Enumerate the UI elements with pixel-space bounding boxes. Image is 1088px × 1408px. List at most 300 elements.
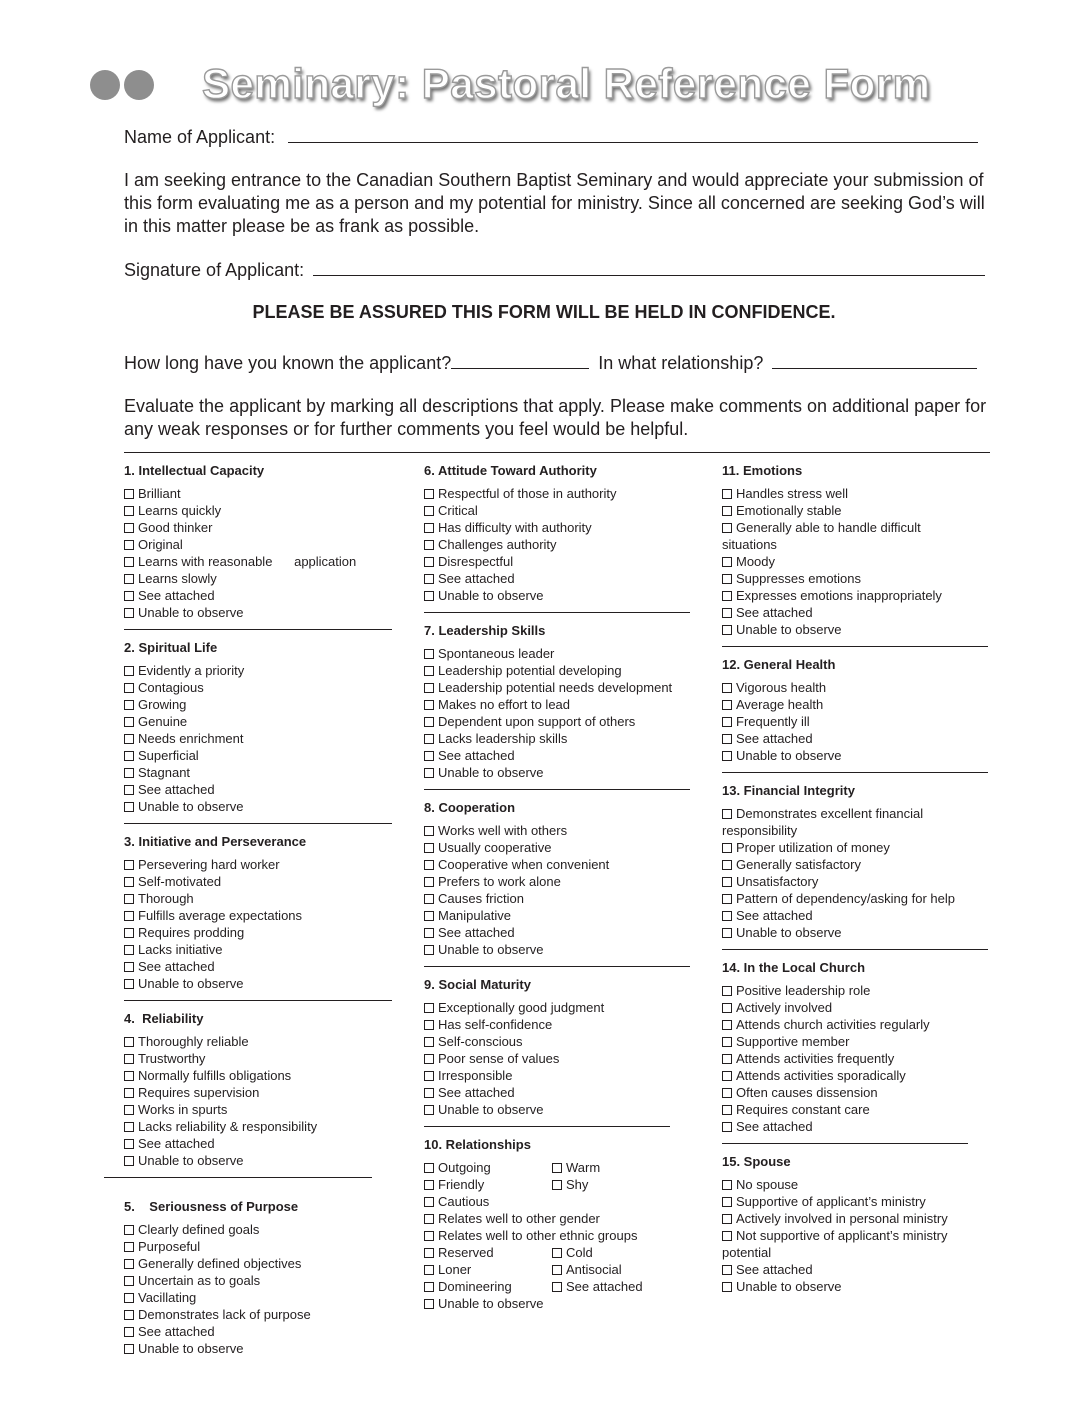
- section-divider: [722, 772, 988, 773]
- section-title: 9. Social Maturity: [424, 977, 531, 992]
- checkbox-icon[interactable]: [722, 506, 732, 516]
- section-initiative-perseverance: [124, 833, 392, 1001]
- section-local-church: [722, 959, 988, 1144]
- checkbox-option[interactable]: See attached: [124, 587, 392, 604]
- checkbox-option[interactable]: Emotionally stable: [722, 502, 988, 519]
- checkbox-icon[interactable]: [124, 557, 134, 567]
- checkbox-option[interactable]: Positive leadership role: [722, 982, 988, 999]
- name-row: [124, 126, 978, 148]
- checkbox-icon[interactable]: [124, 591, 134, 601]
- checkbox-option[interactable]: See attached: [124, 781, 392, 798]
- section-title: 7. Leadership Skills: [424, 623, 546, 638]
- checkbox-option[interactable]: Fulfills average expectations: [124, 907, 392, 924]
- how-long-field[interactable]: [451, 352, 589, 369]
- checkbox-icon[interactable]: [722, 1282, 732, 1292]
- checkbox-icon[interactable]: [722, 751, 732, 761]
- section-title: 15. Spouse: [722, 1154, 791, 1169]
- checkbox-icon[interactable]: [124, 945, 134, 955]
- section-attitude-toward-authority: [424, 462, 690, 613]
- checkbox-icon[interactable]: [424, 1282, 434, 1292]
- checkbox-option[interactable]: Not supportive of applicant’s ministry potential: [722, 1228, 948, 1260]
- checkbox-option[interactable]: Unable to observe: [424, 587, 690, 604]
- checkbox-option[interactable]: Good thinker: [124, 519, 392, 536]
- signature-field[interactable]: [313, 259, 985, 276]
- divider: [124, 452, 990, 453]
- checkbox-option[interactable]: Original: [124, 536, 392, 553]
- checkbox-icon[interactable]: [552, 1282, 562, 1292]
- section-title: 14. In the Local Church: [722, 960, 866, 975]
- checkbox-icon[interactable]: [424, 1180, 434, 1190]
- relationship-field[interactable]: [772, 352, 977, 369]
- section-seriousness-of-purpose: [124, 1198, 392, 1357]
- checkbox-icon[interactable]: [722, 608, 732, 618]
- checkbox-icon[interactable]: [124, 751, 134, 761]
- checkbox-option[interactable]: Proper utilization of money: [722, 839, 988, 856]
- how-long-label: How long have you known the applicant?: [124, 353, 452, 373]
- checkbox-option[interactable]: Requires prodding: [124, 924, 392, 941]
- page-title: Seminary: Pastoral Reference Form: [202, 60, 931, 107]
- checkbox-option[interactable]: Unable to observe: [424, 1101, 690, 1118]
- signature-label: Signature of Applicant:: [124, 260, 305, 280]
- section-divider: [424, 966, 690, 967]
- section-title: 10. Relationships: [424, 1137, 531, 1152]
- checkbox-icon[interactable]: [424, 945, 434, 955]
- checkbox-option[interactable]: Uncertain as to goals: [124, 1272, 392, 1289]
- checkbox-icon[interactable]: [124, 1071, 134, 1081]
- checkbox-icon[interactable]: [424, 1231, 434, 1241]
- checkbox-option[interactable]: Friendly: [424, 1176, 552, 1193]
- checkbox-icon[interactable]: [124, 860, 134, 870]
- checkbox-icon[interactable]: [722, 1231, 732, 1241]
- checkbox-option[interactable]: Requires constant care: [722, 1101, 988, 1118]
- intro-paragraph: I am seeking entrance to the Canadian Southern Baptist Seminary and would appreciate your submission of this form evaluating me as a person and my potential for ministry. Since all concerned are seeking God’s will in this matter please be as frank as possible.: [124, 170, 985, 236]
- checkbox-option[interactable]: Relates well to other ethnic groups: [424, 1227, 690, 1244]
- column-1: [124, 462, 392, 1357]
- checkbox-icon[interactable]: [722, 1071, 732, 1081]
- checkbox-icon[interactable]: [424, 700, 434, 710]
- checkbox-icon[interactable]: [124, 928, 134, 938]
- checkbox-option[interactable]: Needs enrichment: [124, 730, 392, 747]
- checkbox-option[interactable]: Learns quickly: [124, 502, 392, 519]
- section-divider: [722, 1143, 968, 1144]
- section-title: 11. Emotions: [722, 463, 803, 478]
- instructions-paragraph: Evaluate the applicant by marking all descriptions that apply. Please make comments on additional paper for any weak responses or for further comments you feel would be helpful.: [124, 396, 987, 439]
- checkbox-icon[interactable]: [424, 826, 434, 836]
- checkbox-icon[interactable]: [124, 540, 134, 550]
- checkbox-option[interactable]: Unable to observe: [124, 975, 392, 992]
- checkbox-option[interactable]: Brilliant: [124, 485, 392, 502]
- checkbox-icon[interactable]: [722, 809, 732, 819]
- section-title: 3. Initiative and Perseverance: [124, 834, 307, 849]
- checkbox-icon[interactable]: [124, 1259, 134, 1269]
- checkbox-icon[interactable]: [424, 649, 434, 659]
- checkbox-icon[interactable]: [124, 666, 134, 676]
- checkbox-icon[interactable]: [722, 877, 732, 887]
- checkbox-icon[interactable]: [424, 1248, 434, 1258]
- checkbox-option[interactable]: Actively involved: [722, 999, 988, 1016]
- checkbox-icon[interactable]: [552, 1265, 562, 1275]
- checkbox-icon[interactable]: [124, 489, 134, 499]
- checkbox-icon[interactable]: [722, 860, 732, 870]
- checkbox-option[interactable]: Unable to observe: [124, 1152, 392, 1169]
- checkbox-option[interactable]: Loner: [424, 1261, 552, 1278]
- checkbox-icon[interactable]: [424, 1003, 434, 1013]
- name-label: Name of Applicant:: [124, 127, 276, 147]
- checkbox-option[interactable]: Generally satisfactory: [722, 856, 988, 873]
- checkbox-option[interactable]: See attached: [722, 907, 988, 924]
- checkbox-icon[interactable]: [722, 523, 732, 533]
- checkbox-icon[interactable]: [124, 1276, 134, 1286]
- checkbox-icon[interactable]: [424, 1054, 434, 1064]
- checkbox-option[interactable]: Requires supervision: [124, 1084, 392, 1101]
- section-divider: [424, 1126, 670, 1127]
- section-spiritual-life: [124, 639, 392, 824]
- checkbox-icon[interactable]: [424, 1163, 434, 1173]
- checkbox-icon[interactable]: [424, 1265, 434, 1275]
- column-2: [424, 462, 690, 1312]
- checkbox-icon[interactable]: [124, 1225, 134, 1235]
- checkbox-icon[interactable]: [124, 1105, 134, 1115]
- checkbox-icon[interactable]: [424, 1020, 434, 1030]
- checkbox-icon[interactable]: [124, 979, 134, 989]
- checkbox-icon[interactable]: [722, 1122, 732, 1132]
- checkbox-icon[interactable]: [124, 1242, 134, 1252]
- section-title: 13. Financial Integrity: [722, 783, 855, 798]
- relationship-label: In what relationship?: [598, 353, 764, 373]
- checkbox-option[interactable]: Genuine: [124, 713, 392, 730]
- checkbox-icon[interactable]: [124, 1122, 134, 1132]
- section-title: 1. Intellectual Capacity: [124, 463, 265, 478]
- checkbox-icon[interactable]: [424, 591, 434, 601]
- section-reliability: [124, 1010, 392, 1178]
- checkbox-option[interactable]: Causes friction: [424, 890, 690, 907]
- checkbox-icon[interactable]: [424, 894, 434, 904]
- checkbox-option[interactable]: Self-conscious: [424, 1033, 690, 1050]
- checkbox-option[interactable]: Spontaneous leader: [424, 645, 690, 662]
- checkbox-option[interactable]: Clearly defined goals: [124, 1221, 392, 1238]
- checkbox-option[interactable]: Lacks initiative: [124, 941, 392, 958]
- checkbox-option[interactable]: Respectful of those in authority: [424, 485, 690, 502]
- checkbox-icon[interactable]: [124, 1037, 134, 1047]
- checkbox-icon[interactable]: [424, 734, 434, 744]
- checkbox-option[interactable]: Demonstrates lack of purpose: [124, 1306, 392, 1323]
- checkbox-option[interactable]: Attends activities sporadically: [722, 1067, 988, 1084]
- checkbox-option[interactable]: Demonstrates excellent financial responsibility: [722, 806, 924, 838]
- section-title: 8. Cooperation: [424, 800, 516, 815]
- checkbox-option[interactable]: Pattern of dependency/asking for help: [722, 890, 988, 907]
- checkbox-option[interactable]: Supportive of applicant’s ministry: [722, 1193, 988, 1210]
- checkbox-option[interactable]: Critical: [424, 502, 690, 519]
- checkbox-option[interactable]: Handles stress well: [722, 485, 988, 502]
- checkbox-option[interactable]: Contagious: [124, 679, 392, 696]
- section-title: 12. General Health: [722, 657, 836, 672]
- checkbox-icon[interactable]: [424, 1071, 434, 1081]
- checkbox-icon[interactable]: [722, 1037, 732, 1047]
- checkbox-option[interactable]: Superficial: [124, 747, 392, 764]
- checkbox-option[interactable]: No spouse: [722, 1176, 988, 1193]
- confidence-notice: PLEASE BE ASSURED THIS FORM WILL BE HELD IN CONFIDENCE.: [252, 302, 836, 322]
- checkbox-icon[interactable]: [124, 785, 134, 795]
- checkbox-icon[interactable]: [124, 802, 134, 812]
- checkbox-icon[interactable]: [424, 1037, 434, 1047]
- checkbox-option[interactable]: Cooperative when convenient: [424, 856, 690, 873]
- checkbox-icon[interactable]: [722, 489, 732, 499]
- checkbox-icon[interactable]: [424, 751, 434, 761]
- checkbox-option[interactable]: Stagnant: [124, 764, 392, 781]
- checkbox-option[interactable]: Lacks reliability & responsibility: [124, 1118, 392, 1135]
- checkbox-option[interactable]: Manipulative: [424, 907, 690, 924]
- section-general-health: [722, 656, 988, 773]
- checkbox-icon[interactable]: [722, 843, 732, 853]
- section-divider: [722, 646, 988, 647]
- checkbox-option[interactable]: Dependent upon support of others: [424, 713, 690, 730]
- checkbox-icon[interactable]: [722, 1105, 732, 1115]
- checkbox-option[interactable]: Generally able to handle difficult situations: [722, 520, 921, 552]
- checkbox-option[interactable]: Attends church activities regularly: [722, 1016, 988, 1033]
- checkbox-option[interactable]: Domineering: [424, 1278, 552, 1295]
- checkbox-option[interactable]: Poor sense of values: [424, 1050, 690, 1067]
- section-financial-integrity: [722, 782, 988, 950]
- checkbox-icon[interactable]: [552, 1163, 562, 1173]
- checkbox-icon[interactable]: [424, 928, 434, 938]
- checkbox-icon[interactable]: [722, 928, 732, 938]
- checkbox-icon[interactable]: [124, 1293, 134, 1303]
- section-divider: [104, 1177, 372, 1178]
- checkbox-option[interactable]: Attends activities frequently: [722, 1050, 988, 1067]
- checkbox-icon[interactable]: [124, 1344, 134, 1354]
- checkbox-icon[interactable]: [722, 1020, 732, 1030]
- checkbox-option[interactable]: Thoroughly reliable: [124, 1033, 392, 1050]
- checkbox-option[interactable]: Supportive member: [722, 1033, 988, 1050]
- checkbox-option[interactable]: Shy: [552, 1176, 588, 1193]
- checkbox-option[interactable]: Outgoing: [424, 1159, 552, 1176]
- checkbox-option[interactable]: Has difficulty with authority: [424, 519, 690, 536]
- checkbox-option[interactable]: Unable to observe: [722, 621, 988, 638]
- name-field[interactable]: [288, 126, 978, 143]
- checkbox-icon[interactable]: [722, 1180, 732, 1190]
- checkbox-icon[interactable]: [424, 1105, 434, 1115]
- checkbox-icon[interactable]: [124, 700, 134, 710]
- checkbox-option[interactable]: Warm: [552, 1159, 600, 1176]
- checkbox-icon[interactable]: [124, 734, 134, 744]
- section-spouse: [722, 1153, 988, 1295]
- column-3: [722, 462, 988, 1295]
- checkbox-icon[interactable]: [124, 1054, 134, 1064]
- checkbox-option[interactable]: See attached: [124, 1135, 392, 1152]
- checkbox-option[interactable]: Unable to observe: [124, 604, 392, 621]
- checkbox-option[interactable]: Works in spurts: [124, 1101, 392, 1118]
- checkbox-option[interactable]: See attached: [722, 604, 988, 621]
- checkbox-option[interactable]: See attached: [424, 924, 690, 941]
- checkbox-icon[interactable]: [124, 1156, 134, 1166]
- checkbox-icon[interactable]: [424, 683, 434, 693]
- checkbox-icon[interactable]: [722, 986, 732, 996]
- checkbox-option[interactable]: Reserved: [424, 1244, 552, 1261]
- checkbox-icon[interactable]: [124, 1088, 134, 1098]
- checkbox-option[interactable]: Leadership potential developing: [424, 662, 690, 679]
- checkbox-option[interactable]: Actively involved in personal ministry: [722, 1210, 988, 1227]
- checkbox-icon[interactable]: [124, 506, 134, 516]
- checkbox-icon[interactable]: [722, 557, 732, 567]
- checkbox-option[interactable]: Moody: [722, 553, 988, 570]
- checkbox-option[interactable]: Unable to observe: [722, 747, 988, 764]
- section-divider: [124, 1000, 392, 1001]
- section-divider: [424, 789, 690, 790]
- checkbox-icon[interactable]: [424, 523, 434, 533]
- section-title: 4. Reliability: [124, 1011, 204, 1026]
- checkbox-icon[interactable]: [424, 557, 434, 567]
- checkbox-icon[interactable]: [722, 574, 732, 584]
- checkbox-icon[interactable]: [124, 768, 134, 778]
- checkbox-option[interactable]: Frequently ill: [722, 713, 988, 730]
- checkbox-option[interactable]: See attached: [552, 1278, 643, 1295]
- checkbox-icon[interactable]: [124, 1327, 134, 1337]
- checkbox-option[interactable]: See attached: [124, 1323, 392, 1340]
- checkbox-icon[interactable]: [424, 489, 434, 499]
- checkbox-icon[interactable]: [722, 1003, 732, 1013]
- checkbox-icon[interactable]: [722, 625, 732, 635]
- checkbox-icon[interactable]: [124, 877, 134, 887]
- header-dots-icon: [90, 70, 158, 105]
- checkbox-option[interactable]: Vigorous health: [722, 679, 988, 696]
- checkbox-icon[interactable]: [124, 894, 134, 904]
- checkbox-option[interactable]: See attached: [124, 958, 392, 975]
- checkbox-option[interactable]: Suppresses emotions: [722, 570, 988, 587]
- checkbox-option[interactable]: Lacks leadership skills: [424, 730, 690, 747]
- checkbox-icon[interactable]: [722, 1088, 732, 1098]
- checkbox-option[interactable]: Leadership potential needs development: [424, 679, 690, 696]
- section-divider: [722, 949, 988, 950]
- checkbox-option[interactable]: See attached: [722, 1118, 988, 1135]
- checkbox-option[interactable]: Relates well to other gender: [424, 1210, 690, 1227]
- section-emotions: [722, 462, 988, 647]
- checkbox-option[interactable]: Unable to observe: [424, 941, 690, 958]
- checkbox-icon[interactable]: [552, 1248, 562, 1258]
- checkbox-option[interactable]: Unable to observe: [124, 1340, 392, 1357]
- checkbox-option[interactable]: Irresponsible: [424, 1067, 690, 1084]
- checkbox-option[interactable]: Vacillating: [124, 1289, 392, 1306]
- checkbox-icon[interactable]: [424, 1197, 434, 1207]
- checkbox-option[interactable]: Unable to observe: [424, 764, 690, 781]
- checkbox-option[interactable]: Trustworthy: [124, 1050, 392, 1067]
- checkbox-option[interactable]: Unable to observe: [722, 924, 988, 941]
- checkbox-icon[interactable]: [424, 1299, 434, 1309]
- checkbox-option[interactable]: See attached: [722, 730, 988, 747]
- checkbox-icon[interactable]: [722, 1265, 732, 1275]
- checkbox-icon[interactable]: [722, 911, 732, 921]
- checkbox-icon[interactable]: [424, 911, 434, 921]
- section-intellectual-capacity: [124, 462, 392, 630]
- checkbox-icon[interactable]: [124, 911, 134, 921]
- checkbox-icon[interactable]: [424, 877, 434, 887]
- checkbox-icon[interactable]: [424, 666, 434, 676]
- checkbox-icon[interactable]: [124, 717, 134, 727]
- checkbox-option[interactable]: Exceptionally good judgment: [424, 999, 690, 1016]
- checkbox-option[interactable]: Evidently a priority: [124, 662, 392, 679]
- checkbox-option[interactable]: Persevering hard worker: [124, 856, 392, 873]
- relationship-row: [124, 352, 977, 374]
- section-title: 6. Attitude Toward Authority: [424, 463, 597, 478]
- checkbox-option[interactable]: Learns with reasonable application: [124, 553, 392, 570]
- checkbox-option[interactable]: Generally defined objectives: [124, 1255, 392, 1272]
- checkbox-icon[interactable]: [124, 962, 134, 972]
- checkbox-option[interactable]: Makes no effort to lead: [424, 696, 690, 713]
- checkbox-icon[interactable]: [722, 700, 732, 710]
- checkbox-option[interactable]: Growing: [124, 696, 392, 713]
- checkbox-icon[interactable]: [722, 734, 732, 744]
- checkbox-option[interactable]: Works well with others: [424, 822, 690, 839]
- checkbox-option[interactable]: Cold: [552, 1244, 593, 1261]
- checkbox-option[interactable]: Prefers to work alone: [424, 873, 690, 890]
- checkbox-option[interactable]: Learns slowly: [124, 570, 392, 587]
- checkbox-icon[interactable]: [722, 894, 732, 904]
- checkbox-option[interactable]: See attached: [424, 747, 690, 764]
- checkbox-icon[interactable]: [124, 1139, 134, 1149]
- checkbox-option[interactable]: See attached: [424, 1084, 690, 1101]
- checkbox-icon[interactable]: [424, 1088, 434, 1098]
- checkbox-option[interactable]: Challenges authority: [424, 536, 690, 553]
- checkbox-icon[interactable]: [424, 717, 434, 727]
- checkbox-icon[interactable]: [424, 860, 434, 870]
- checkbox-option[interactable]: Often causes dissension: [722, 1084, 988, 1101]
- checkbox-option[interactable]: Purposeful: [124, 1238, 392, 1255]
- checkbox-icon[interactable]: [124, 523, 134, 533]
- checkbox-option[interactable]: Average health: [722, 696, 988, 713]
- checkbox-option[interactable]: Self-motivated: [124, 873, 392, 890]
- checkbox-icon[interactable]: [424, 843, 434, 853]
- section-divider: [124, 629, 392, 630]
- checkbox-option[interactable]: See attached: [424, 570, 690, 587]
- checkbox-option[interactable]: Has self-confidence: [424, 1016, 690, 1033]
- checkbox-icon[interactable]: [722, 1214, 732, 1224]
- form-header: [90, 60, 990, 120]
- checkbox-icon[interactable]: [124, 1310, 134, 1320]
- section-divider: [424, 612, 690, 613]
- checkbox-icon[interactable]: [722, 683, 732, 693]
- checkbox-option[interactable]: Unsatisfactory: [722, 873, 988, 890]
- checkbox-icon[interactable]: [424, 1214, 434, 1224]
- checkbox-icon[interactable]: [552, 1180, 562, 1190]
- checkbox-icon[interactable]: [124, 683, 134, 693]
- checkbox-option[interactable]: Normally fulfills obligations: [124, 1067, 392, 1084]
- checkbox-icon[interactable]: [722, 1054, 732, 1064]
- checkbox-icon[interactable]: [424, 540, 434, 550]
- checkbox-option[interactable]: Antisocial: [552, 1261, 622, 1278]
- checkbox-icon[interactable]: [722, 717, 732, 727]
- checkbox-icon[interactable]: [424, 768, 434, 778]
- checkbox-icon[interactable]: [722, 1197, 732, 1207]
- checkbox-icon[interactable]: [722, 591, 732, 601]
- checkbox-icon[interactable]: [424, 574, 434, 584]
- checkbox-option[interactable]: Disrespectful: [424, 553, 690, 570]
- checkbox-option[interactable]: Unable to observe: [124, 798, 392, 815]
- checkbox-icon[interactable]: [124, 574, 134, 584]
- section-cooperation: [424, 799, 690, 967]
- section-divider: [124, 823, 392, 824]
- checkbox-option[interactable]: Usually cooperative: [424, 839, 690, 856]
- checkbox-option[interactable]: Unable to observe: [424, 1295, 690, 1312]
- checkbox-option[interactable]: Expresses emotions inappropriately: [722, 587, 988, 604]
- section-social-maturity: [424, 976, 690, 1127]
- section-relationships: [424, 1136, 690, 1312]
- checkbox-option[interactable]: Unable to observe: [722, 1278, 988, 1295]
- checkbox-option[interactable]: See attached: [722, 1261, 988, 1278]
- checkbox-icon[interactable]: [424, 506, 434, 516]
- checkbox-icon[interactable]: [124, 608, 134, 618]
- section-leadership-skills: [424, 622, 690, 790]
- checkbox-option[interactable]: Thorough: [124, 890, 392, 907]
- checkbox-option[interactable]: Cautious: [424, 1193, 690, 1210]
